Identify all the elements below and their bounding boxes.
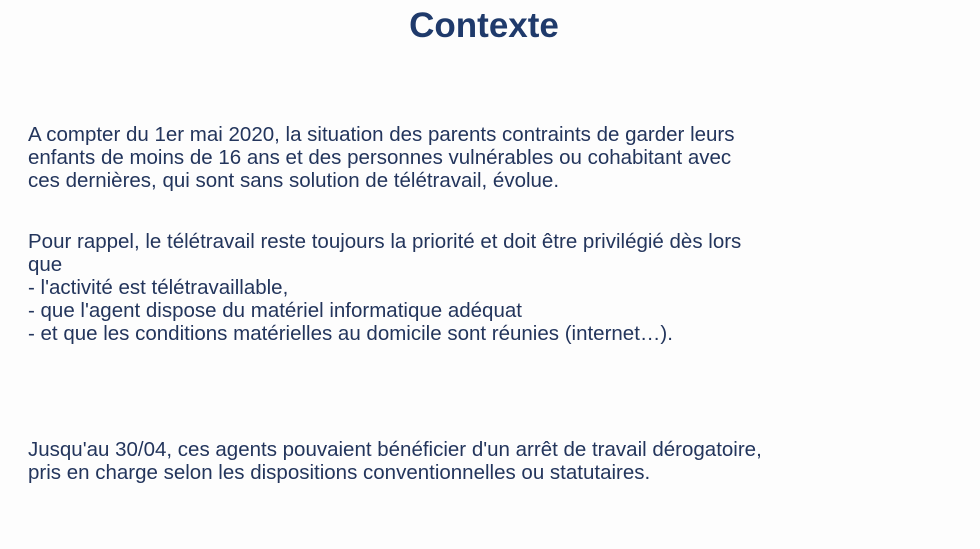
text-line: pris en charge selon les dispositions conventionnelles ou statutaires. [28, 461, 651, 484]
text-line: que [28, 253, 63, 276]
paragraph-telework-reminder [28, 230, 958, 345]
list-item: - l'activité est télétravaillable, [28, 276, 289, 299]
slide-title: Contexte [409, 6, 559, 45]
list-item: - que l'agent dispose du matériel informatique adéquat [28, 299, 522, 322]
list-item: - et que les conditions matérielles au domicile sont réunies (internet…). [28, 322, 673, 345]
paragraph-sick-leave [28, 438, 958, 484]
text-line: ces dernières, qui sont sans solution de télétravail, évolue. [28, 169, 560, 192]
text-line: A compter du 1er mai 2020, la situation des parents contraints de garder leurs [28, 123, 735, 146]
text-line: enfants de moins de 16 ans et des personnes vulnérables ou cohabitant avec [28, 146, 732, 169]
text-line: Jusqu'au 30/04, ces agents pouvaient bénéficier d'un arrêt de travail dérogatoire, [28, 438, 762, 461]
paragraph-context-change [28, 123, 958, 192]
text-line: Pour rappel, le télétravail reste toujours la priorité et doit être privilégié dès lors [28, 230, 742, 253]
